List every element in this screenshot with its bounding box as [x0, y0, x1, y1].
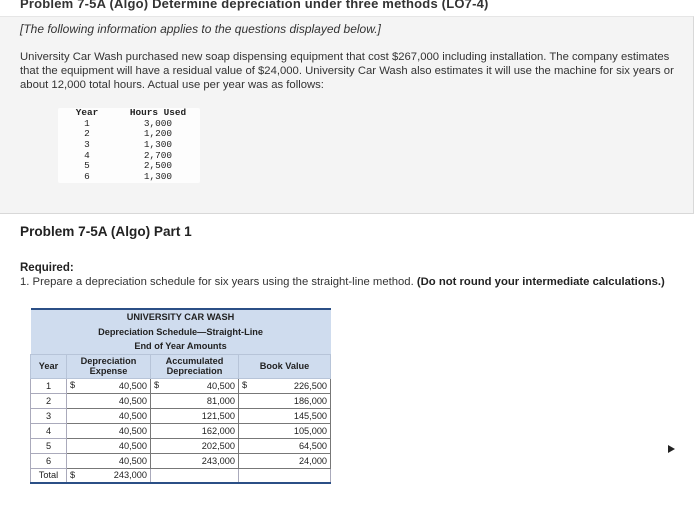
hours-row	[58, 161, 200, 172]
depreciation-input[interactable]	[67, 408, 151, 423]
book-value-input[interactable]	[239, 423, 331, 438]
depreciation-input[interactable]	[67, 393, 151, 408]
depreciation-input[interactable]	[67, 423, 151, 438]
book-value-input[interactable]	[239, 393, 331, 408]
currency-sign: $	[154, 379, 160, 390]
instruction-bold-note: (Do not round your intermediate calculations.)	[416, 276, 665, 288]
depreciation-input[interactable]	[67, 438, 151, 453]
hours-value: 1,300	[143, 171, 173, 183]
depreciation-input[interactable]	[67, 453, 151, 468]
accumulated-input[interactable]	[151, 408, 239, 423]
book-value: 145,500	[293, 410, 328, 421]
depreciation-value: 40,500	[118, 455, 147, 466]
hours-year: 3	[84, 139, 90, 151]
required-label: Required:	[20, 262, 74, 274]
accumulated-input[interactable]	[151, 423, 239, 438]
accumulated-input[interactable]	[151, 393, 239, 408]
depreciation-value: 40,500	[118, 395, 147, 406]
part-title: Problem 7-5A (Algo) Part 1	[20, 224, 192, 239]
hours-col-year: Year	[75, 107, 99, 118]
schedule-period: End of Year Amounts	[31, 339, 331, 354]
required-instruction	[20, 276, 665, 288]
book-value: 226,500	[293, 380, 328, 391]
empty-cell	[151, 468, 239, 483]
row-year: 3	[31, 408, 67, 423]
hours-value: 1,200	[143, 128, 173, 140]
book-value: 24,000	[298, 455, 328, 466]
hours-row	[58, 140, 200, 151]
row-year: 2	[31, 393, 67, 408]
schedule-row	[31, 378, 331, 393]
book-value: 64,500	[298, 440, 328, 451]
hours-row	[58, 129, 200, 140]
depreciation-schedule-table	[30, 308, 331, 484]
accumulated-input[interactable]	[151, 453, 239, 468]
hours-row	[58, 151, 200, 162]
col-year-header: Year	[31, 354, 67, 378]
schedule-row	[31, 423, 331, 438]
total-depreciation-cell	[67, 468, 151, 483]
accumulated-value: 81,000	[206, 395, 235, 406]
book-value-input[interactable]	[239, 453, 331, 468]
hours-value: 1,300	[143, 139, 173, 151]
col-accumulated-header: Accumulated Depreciation	[151, 354, 239, 378]
schedule-row	[31, 393, 331, 408]
book-value-input[interactable]	[239, 378, 331, 393]
hours-year: 2	[84, 128, 90, 140]
row-year: 6	[31, 453, 67, 468]
schedule-row	[31, 438, 331, 453]
info-note: [The following information applies to the questions displayed below.]	[20, 22, 381, 36]
instruction-text: 1. Prepare a depreciation schedule for six years using the straight-line method.	[20, 276, 414, 288]
book-value: 186,000	[293, 395, 328, 406]
row-year: 1	[31, 378, 67, 393]
row-year: 4	[31, 423, 67, 438]
accumulated-value: 40,500	[206, 380, 235, 391]
accumulated-input[interactable]	[151, 378, 239, 393]
currency-sign: $	[70, 379, 76, 390]
hours-row	[58, 172, 200, 183]
hours-row	[58, 119, 200, 130]
hours-used-table	[58, 108, 200, 183]
currency-sign: $	[242, 379, 248, 390]
depreciation-input[interactable]	[67, 378, 151, 393]
currency-sign: $	[70, 469, 76, 480]
empty-cell	[239, 468, 331, 483]
problem-description: University Car Wash purchased new soap dispensing equipment that cost $267,000 including installation. The company estimates that the equipment will have a residual value of $24,000. University Car Wash also estimates it will use the machine for six years or about 12,000 total hours. Actual use per year was as follows:	[20, 51, 674, 91]
hours-value: 2,700	[143, 149, 173, 161]
schedule-row	[31, 408, 331, 423]
hours-value: 3,000	[143, 117, 173, 129]
schedule-row	[31, 453, 331, 468]
book-value: 105,000	[293, 425, 328, 436]
hours-year: 6	[84, 171, 90, 183]
total-row	[31, 468, 331, 483]
hours-year: 4	[84, 149, 90, 161]
schedule-title: UNIVERSITY CAR WASH	[31, 309, 331, 324]
depreciation-value: 40,500	[118, 380, 147, 391]
accumulated-value: 202,500	[201, 440, 235, 451]
schedule-subtitle: Depreciation Schedule—Straight-Line	[31, 324, 331, 339]
book-value-input[interactable]	[239, 438, 331, 453]
accumulated-input[interactable]	[151, 438, 239, 453]
hours-col-hours: Hours Used	[129, 107, 187, 118]
accumulated-value: 243,000	[201, 455, 235, 466]
hours-table-header	[58, 108, 200, 119]
depreciation-value: 40,500	[118, 425, 147, 436]
book-value-input[interactable]	[239, 408, 331, 423]
depreciation-value: 40,500	[118, 410, 147, 421]
col-depreciation-header: Depreciation Expense	[67, 354, 151, 378]
mouse-cursor-icon	[668, 445, 675, 453]
accumulated-value: 121,500	[201, 410, 235, 421]
hours-year: 5	[84, 160, 90, 172]
col-book-value-header: Book Value	[239, 354, 331, 378]
total-depreciation: 243,000	[113, 470, 147, 481]
total-label: Total	[31, 468, 67, 483]
hours-value: 2,500	[143, 160, 173, 172]
problem-header-cut: Problem 7-5A (Algo) Determine depreciation under three methods (LO7-4)	[20, 0, 489, 11]
accumulated-value: 162,000	[201, 425, 235, 436]
depreciation-value: 40,500	[118, 440, 147, 451]
hours-year: 1	[84, 117, 90, 129]
row-year: 5	[31, 438, 67, 453]
